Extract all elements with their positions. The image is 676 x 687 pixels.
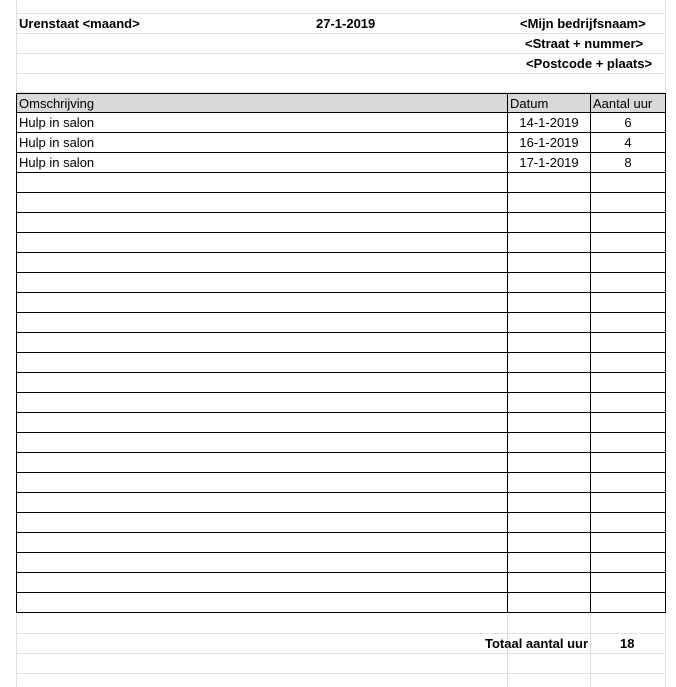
company-postcode[interactable]: <Postcode + plaats>	[526, 56, 653, 71]
cell-description[interactable]	[17, 593, 508, 612]
cell-hours[interactable]	[591, 313, 665, 332]
cell-date[interactable]	[508, 413, 591, 432]
cell-description[interactable]	[17, 473, 508, 492]
footer-row-3	[16, 654, 666, 674]
sheet-date[interactable]: 27-1-2019	[316, 16, 376, 31]
cell-date[interactable]	[508, 213, 591, 232]
cell-hours[interactable]	[591, 593, 665, 612]
cell-hours[interactable]	[591, 553, 665, 572]
cell-hours[interactable]: 4	[624, 135, 632, 150]
header-row-1	[16, 14, 666, 34]
table-row-empty	[17, 453, 665, 473]
cell-hours[interactable]	[591, 293, 665, 312]
table-row-empty	[17, 313, 665, 333]
cell-date[interactable]	[508, 473, 591, 492]
table-row-empty	[17, 293, 665, 313]
cell-date[interactable]	[508, 553, 591, 572]
table-row-empty	[17, 433, 665, 453]
cell-description[interactable]	[17, 533, 508, 552]
table-row-empty	[17, 273, 665, 293]
cell-description[interactable]	[17, 393, 508, 412]
table-row-empty	[17, 353, 665, 373]
header-row-2	[16, 34, 666, 54]
cell-hours[interactable]	[591, 493, 665, 512]
table-row-empty	[17, 473, 665, 493]
cell-description[interactable]	[17, 173, 508, 192]
cell-description[interactable]	[17, 213, 508, 232]
table-header-row	[17, 93, 665, 113]
total-value[interactable]: 18	[620, 636, 635, 651]
cell-date[interactable]	[508, 353, 591, 372]
cell-date[interactable]	[508, 493, 591, 512]
cell-hours[interactable]	[591, 473, 665, 492]
cell-description[interactable]: Hulp in salon	[17, 133, 508, 152]
cell-description[interactable]	[17, 413, 508, 432]
cell-date[interactable]	[508, 573, 591, 592]
cell-date[interactable]: 14-1-2019	[508, 113, 591, 132]
table-row-empty	[17, 513, 665, 533]
table-row-empty	[17, 593, 665, 613]
table-row-empty	[17, 493, 665, 513]
header-row-3	[16, 54, 666, 74]
cell-date[interactable]	[508, 233, 591, 252]
table-row-empty	[17, 413, 665, 433]
hours-table	[16, 93, 666, 613]
total-label[interactable]: Totaal aantal uur	[485, 636, 589, 651]
column-header-date[interactable]: Datum	[508, 94, 591, 112]
cell-date[interactable]	[508, 593, 591, 612]
table-row-empty	[17, 253, 665, 273]
table-row-empty	[17, 533, 665, 553]
cell-date[interactable]	[508, 293, 591, 312]
column-header-hours[interactable]: Aantal uur	[593, 96, 653, 111]
cell-description[interactable]	[17, 293, 508, 312]
cell-hours[interactable]	[591, 433, 665, 452]
cell-date[interactable]: 17-1-2019	[508, 153, 591, 172]
table-row	[17, 153, 665, 173]
cell-date[interactable]	[508, 193, 591, 212]
cell-description[interactable]	[17, 373, 508, 392]
header-row-4	[16, 74, 666, 93]
table-row-empty	[17, 193, 665, 213]
cell-hours[interactable]	[591, 373, 665, 392]
company-name[interactable]: <Mijn bedrijfsnaam>	[520, 16, 646, 31]
footer-row-total	[16, 634, 666, 654]
table-row-empty	[17, 173, 665, 193]
cell-description[interactable]: Hulp in salon	[17, 113, 508, 132]
cell-description[interactable]	[17, 193, 508, 212]
cell-description[interactable]	[17, 573, 508, 592]
table-row	[17, 113, 665, 133]
cell-description[interactable]: Hulp in salon	[17, 153, 508, 172]
cell-hours[interactable]	[591, 353, 665, 372]
cell-date[interactable]	[508, 393, 591, 412]
cell-date[interactable]	[508, 253, 591, 272]
cell-description[interactable]	[17, 253, 508, 272]
cell-description[interactable]	[17, 333, 508, 352]
cell-date[interactable]	[508, 373, 591, 392]
cell-hours[interactable]	[591, 413, 665, 432]
cell-description[interactable]	[17, 513, 508, 532]
table-row-empty	[17, 213, 665, 233]
cell-date[interactable]	[508, 333, 591, 352]
cell-hours[interactable]	[591, 513, 665, 532]
cell-hours[interactable]	[591, 193, 665, 212]
cell-description[interactable]	[17, 233, 508, 252]
cell-date[interactable]	[508, 173, 591, 192]
table-row-empty	[17, 373, 665, 393]
table-row-empty	[17, 573, 665, 593]
cell-description[interactable]	[17, 353, 508, 372]
cell-description[interactable]	[17, 313, 508, 332]
cell-date[interactable]	[508, 273, 591, 292]
cell-hours[interactable]	[591, 393, 665, 412]
cell-description[interactable]	[17, 273, 508, 292]
cell-description[interactable]	[17, 453, 508, 472]
cell-hours[interactable]	[591, 573, 665, 592]
cell-hours[interactable]	[591, 253, 665, 272]
cell-description[interactable]	[17, 553, 508, 572]
cell-hours[interactable]	[591, 273, 665, 292]
cell-hours[interactable]	[591, 173, 665, 192]
column-header-description[interactable]: Omschrijving	[17, 94, 508, 112]
company-street[interactable]: <Straat + nummer>	[525, 36, 644, 51]
table-row	[17, 133, 665, 153]
cell-hours[interactable]	[591, 453, 665, 472]
footer-row-1	[16, 614, 666, 634]
cell-description[interactable]	[17, 493, 508, 512]
cell-hours[interactable]	[591, 233, 665, 252]
cell-hours[interactable]: 8	[624, 155, 632, 170]
cell-date[interactable]	[508, 513, 591, 532]
cell-description[interactable]	[17, 433, 508, 452]
sheet-title[interactable]: Urenstaat <maand>	[19, 16, 140, 31]
cell-date[interactable]	[508, 433, 591, 452]
cell-hours[interactable]: 6	[624, 115, 632, 130]
table-row-empty	[17, 553, 665, 573]
table-row-empty	[17, 233, 665, 253]
cell-hours[interactable]	[591, 213, 665, 232]
cell-hours[interactable]	[591, 333, 665, 352]
table-row-empty	[17, 333, 665, 353]
cell-date[interactable]	[508, 313, 591, 332]
cell-date[interactable]: 16-1-2019	[508, 133, 591, 152]
table-row-empty	[17, 393, 665, 413]
cell-date[interactable]	[508, 453, 591, 472]
cell-date[interactable]	[508, 533, 591, 552]
cell-hours[interactable]	[591, 533, 665, 552]
